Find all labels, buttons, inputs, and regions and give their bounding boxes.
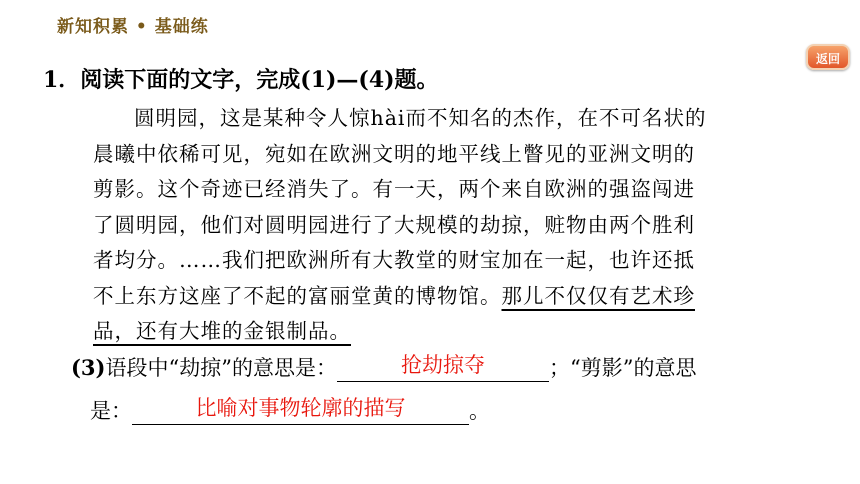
sub-question-3-cont — [90, 395, 490, 425]
section-header: 新知积累 • 基础练 — [57, 17, 209, 37]
sub-question-3 — [71, 352, 696, 382]
passage-line: 晨曦中依稀可见，宛如在欧洲文明的地平线上瞥见的亚洲文明的 — [93, 141, 695, 166]
sub-question-text: 是： — [90, 399, 132, 423]
passage-line: 了圆明园，他们对圆明园进行了大规模的劫掠，赃物由两个胜利 — [93, 212, 695, 237]
passage-line — [93, 314, 783, 350]
sub-question-number: (3) — [71, 355, 106, 380]
passage-text: 不上东方这座了不起的富丽堂黄的博物馆。 — [93, 283, 502, 308]
passage-line — [93, 279, 783, 315]
sub-question-text: ；“剪影”的意思 — [548, 356, 697, 380]
passage — [93, 101, 783, 350]
passage-line: 者均分。……我们把欧洲所有大教堂的财宝加在一起，也许还抵 — [93, 248, 695, 272]
passage-line: 圆明园，这是某种令人惊hài而不知名的杰作，在不可名状的 — [134, 106, 707, 130]
back-button[interactable]: 返回 — [806, 44, 850, 70]
sub-question-text: 语段中“劫掠”的意思是： — [105, 356, 337, 380]
underlined-sentence: 品，还有大堆的金银制品。 — [93, 319, 351, 343]
underlined-sentence: 那儿不仅仅有艺术珍 — [501, 283, 695, 308]
answer-2: 比喻对事物轮廓的描写 — [195, 396, 406, 420]
passage-line: 剪影。这个奇迹已经消失了。有一天，两个来自欧洲的强盗闯进 — [93, 177, 695, 201]
answer-1: 抢劫掠夺 — [400, 353, 485, 377]
answer-blank-1[interactable] — [337, 353, 549, 382]
answer-blank-2[interactable] — [132, 396, 469, 425]
question-title: 1．阅读下面的文字，完成(1)—(4)题。 — [43, 67, 439, 93]
sub-question-text: 。 — [469, 399, 490, 423]
